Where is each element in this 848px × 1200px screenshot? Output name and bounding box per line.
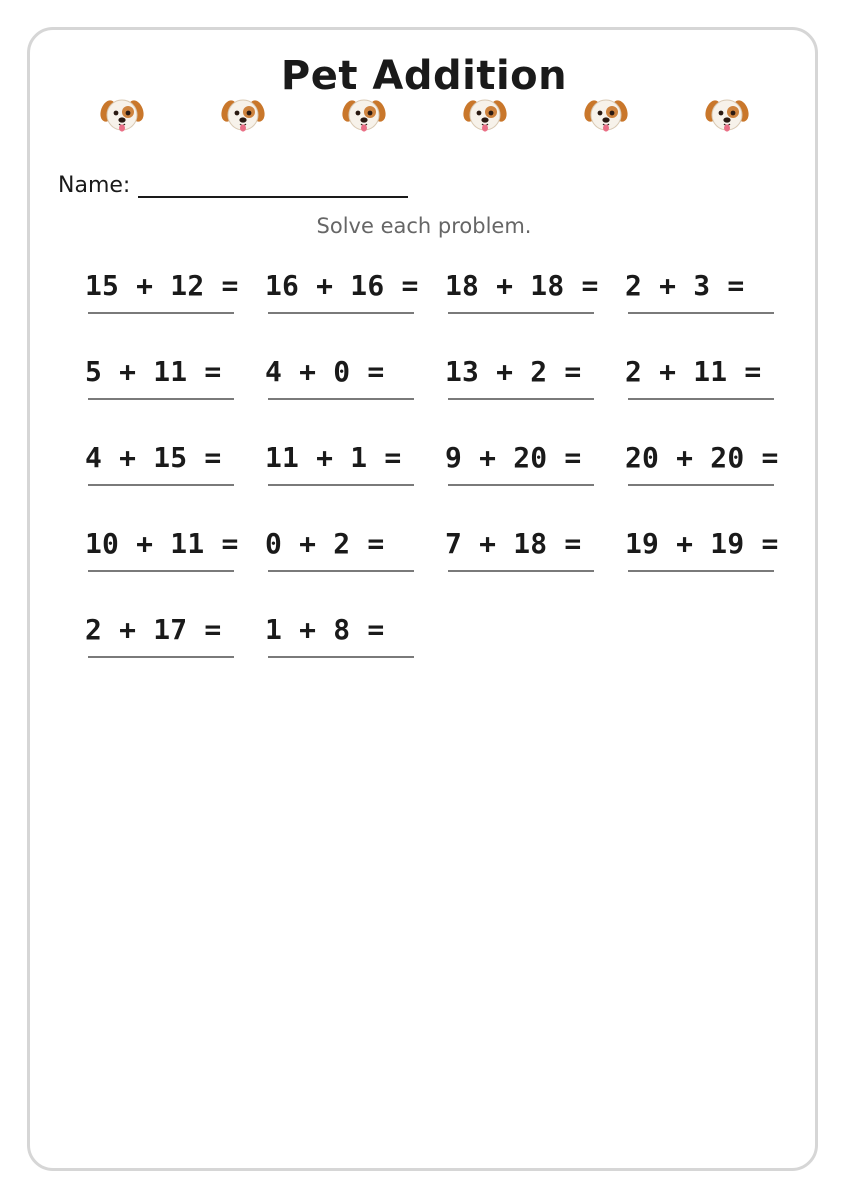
problem-equation: 19 + 19 = <box>625 527 779 560</box>
dog-face-icon <box>705 93 749 137</box>
answer-line[interactable] <box>268 312 414 314</box>
problem-equation: 4 + 15 = <box>85 441 222 474</box>
answer-line[interactable] <box>448 570 594 572</box>
answer-line[interactable] <box>88 484 234 486</box>
dog-face-icon <box>100 93 144 137</box>
problem-item <box>265 438 445 488</box>
problem-equation: 9 + 20 = <box>445 441 582 474</box>
problem-item <box>85 438 265 488</box>
name-field <box>58 170 408 202</box>
problem-item <box>445 524 625 574</box>
dog-face-icon <box>463 93 507 137</box>
problem-equation: 5 + 11 = <box>85 355 222 388</box>
answer-line[interactable] <box>628 570 774 572</box>
problem-item <box>265 266 445 316</box>
answer-line[interactable] <box>268 484 414 486</box>
problem-equation: 7 + 18 = <box>445 527 582 560</box>
answer-line[interactable] <box>448 484 594 486</box>
problem-equation: 10 + 11 = <box>85 527 239 560</box>
problem-equation: 1 + 8 = <box>265 613 385 646</box>
dog-face-icon <box>342 93 386 137</box>
problem-equation: 16 + 16 = <box>265 269 419 302</box>
instructions: Solve each problem. <box>316 214 532 238</box>
answer-line[interactable] <box>88 570 234 572</box>
answer-line[interactable] <box>268 570 414 572</box>
dog-face-icon <box>221 93 265 137</box>
answer-line[interactable] <box>88 312 234 314</box>
answer-line[interactable] <box>448 312 594 314</box>
worksheet-title: Pet Addition <box>280 53 568 99</box>
problem-equation: 13 + 2 = <box>445 355 582 388</box>
problem-equation: 2 + 17 = <box>85 613 222 646</box>
problem-item <box>445 438 625 488</box>
problem-item <box>445 266 625 316</box>
problem-item <box>265 352 445 402</box>
mascot-row <box>0 93 848 137</box>
answer-line[interactable] <box>448 398 594 400</box>
name-label: Name: <box>58 173 131 198</box>
answer-line[interactable] <box>628 312 774 314</box>
answer-line[interactable] <box>628 484 774 486</box>
problem-item <box>625 352 805 402</box>
answer-line[interactable] <box>88 398 234 400</box>
problem-item <box>625 438 805 488</box>
problem-item <box>265 610 445 660</box>
name-line[interactable] <box>138 192 408 198</box>
problem-item <box>625 266 805 316</box>
problem-item <box>85 352 265 402</box>
problem-equation: 0 + 2 = <box>265 527 385 560</box>
problem-item <box>85 610 265 660</box>
problem-item <box>265 524 445 574</box>
dog-face-icon <box>584 93 628 137</box>
problem-item <box>625 524 805 574</box>
problem-equation: 11 + 1 = <box>265 441 402 474</box>
answer-line[interactable] <box>628 398 774 400</box>
problem-item <box>445 352 625 402</box>
problem-equation: 18 + 18 = <box>445 269 599 302</box>
problem-equation: 2 + 3 = <box>625 269 745 302</box>
problem-item <box>85 266 265 316</box>
problem-equation: 20 + 20 = <box>625 441 779 474</box>
answer-line[interactable] <box>268 398 414 400</box>
problem-item <box>85 524 265 574</box>
answer-line[interactable] <box>268 656 414 658</box>
problem-equation: 2 + 11 = <box>625 355 762 388</box>
problem-equation: 15 + 12 = <box>85 269 239 302</box>
answer-line[interactable] <box>88 656 234 658</box>
problem-equation: 4 + 0 = <box>265 355 385 388</box>
